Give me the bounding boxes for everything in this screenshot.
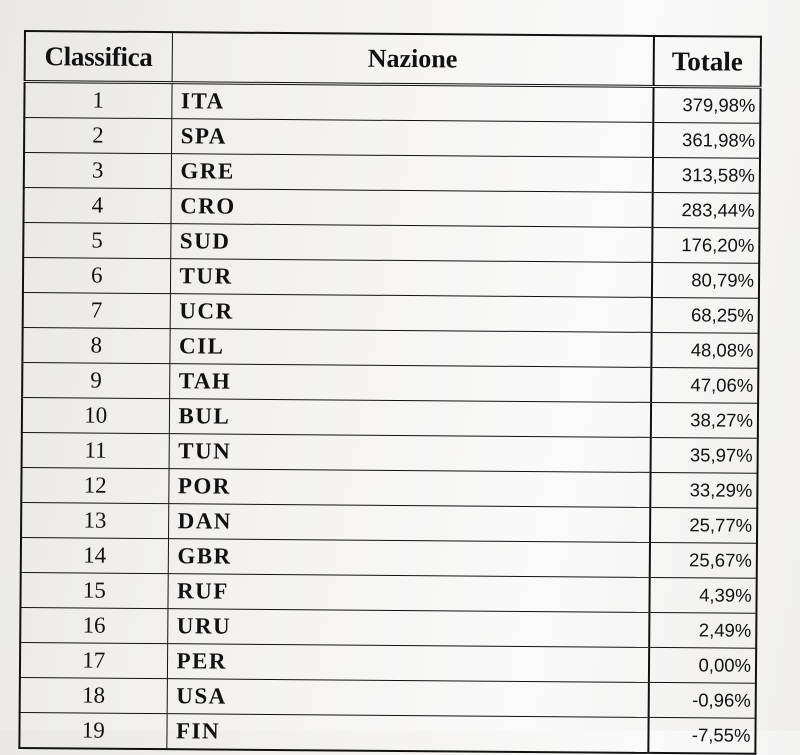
nation-cell: URU xyxy=(167,609,649,648)
nation-cell: TUN xyxy=(169,434,651,473)
table-row xyxy=(22,432,758,473)
nation-cell: TUR xyxy=(170,259,652,298)
total-cell: 25,77% xyxy=(650,507,757,543)
total-cell: 2,49% xyxy=(649,612,756,648)
table-body xyxy=(19,82,760,754)
rank-cell: 18 xyxy=(20,677,167,713)
table-row xyxy=(20,607,756,648)
nation-cell: RUF xyxy=(167,574,649,613)
table-row xyxy=(20,642,756,683)
rank-cell: 9 xyxy=(22,362,169,398)
nation-cell: USA xyxy=(167,679,649,718)
table-row xyxy=(24,82,760,124)
rank-cell: 6 xyxy=(23,258,170,294)
total-cell: 80,79% xyxy=(652,262,759,298)
table-row xyxy=(23,292,759,333)
table-row xyxy=(23,223,759,264)
total-cell: 283,44% xyxy=(652,192,759,228)
rank-cell: 5 xyxy=(23,223,170,259)
table-row xyxy=(24,118,760,159)
table-row xyxy=(21,467,757,508)
ranking-table xyxy=(18,30,762,755)
nation-cell: TAH xyxy=(169,364,651,403)
nation-cell: GRE xyxy=(171,154,653,193)
total-cell: -0,96% xyxy=(649,682,756,718)
rank-cell: 10 xyxy=(22,397,169,433)
table-row xyxy=(23,188,759,229)
total-cell: 68,25% xyxy=(652,297,759,333)
header-totale: Totale xyxy=(654,36,761,87)
nation-cell: GBR xyxy=(168,539,650,578)
rank-cell: 4 xyxy=(23,188,170,224)
nation-cell: CRO xyxy=(170,189,652,228)
table-row xyxy=(22,327,758,368)
total-cell: 47,06% xyxy=(651,367,758,403)
table-row xyxy=(22,397,758,438)
table-row xyxy=(19,712,755,753)
rank-cell: 1 xyxy=(24,82,171,119)
total-cell: 25,67% xyxy=(650,542,757,578)
rank-cell: 15 xyxy=(20,572,167,608)
table-header xyxy=(25,31,761,87)
rank-cell: 17 xyxy=(20,642,167,678)
table-row xyxy=(20,677,756,718)
table-row xyxy=(21,537,757,578)
table-row xyxy=(23,258,759,299)
header-classifica: Classifica xyxy=(25,31,172,83)
table-row xyxy=(22,362,758,403)
total-cell: 4,39% xyxy=(649,577,756,613)
table-row xyxy=(20,572,756,613)
rank-cell: 2 xyxy=(24,118,171,154)
nation-cell: UCR xyxy=(170,294,652,333)
header-row xyxy=(25,31,761,87)
rank-cell: 7 xyxy=(23,292,170,328)
total-cell: -7,55% xyxy=(648,717,755,753)
total-cell: 0,00% xyxy=(649,647,756,683)
total-cell: 313,58% xyxy=(653,157,760,193)
nation-cell: PER xyxy=(167,644,649,683)
total-cell: 38,27% xyxy=(651,402,758,438)
nation-cell: BUL xyxy=(169,399,651,438)
table-row xyxy=(21,502,757,543)
rank-cell: 8 xyxy=(22,327,169,363)
rank-cell: 16 xyxy=(20,607,167,643)
nation-cell: SUD xyxy=(170,224,652,263)
nation-cell: POR xyxy=(168,469,650,508)
printed-sheet xyxy=(18,30,760,755)
header-nazione: Nazione xyxy=(172,32,654,86)
nation-cell: ITA xyxy=(171,83,653,123)
total-cell: 35,97% xyxy=(651,437,758,473)
table-row xyxy=(24,153,760,194)
nation-cell: SPA xyxy=(171,119,653,158)
rank-cell: 19 xyxy=(19,712,166,749)
total-cell: 176,20% xyxy=(652,227,759,263)
total-cell: 379,98% xyxy=(653,86,760,123)
rank-cell: 3 xyxy=(24,153,171,189)
rank-cell: 14 xyxy=(21,537,168,573)
nation-cell: FIN xyxy=(166,714,648,753)
nation-cell: CIL xyxy=(169,329,651,368)
nation-cell: DAN xyxy=(168,504,650,543)
rank-cell: 12 xyxy=(21,467,168,503)
total-cell: 361,98% xyxy=(653,122,760,158)
rank-cell: 13 xyxy=(21,502,168,538)
total-cell: 33,29% xyxy=(650,472,757,508)
total-cell: 48,08% xyxy=(651,332,758,368)
rank-cell: 11 xyxy=(22,432,169,468)
